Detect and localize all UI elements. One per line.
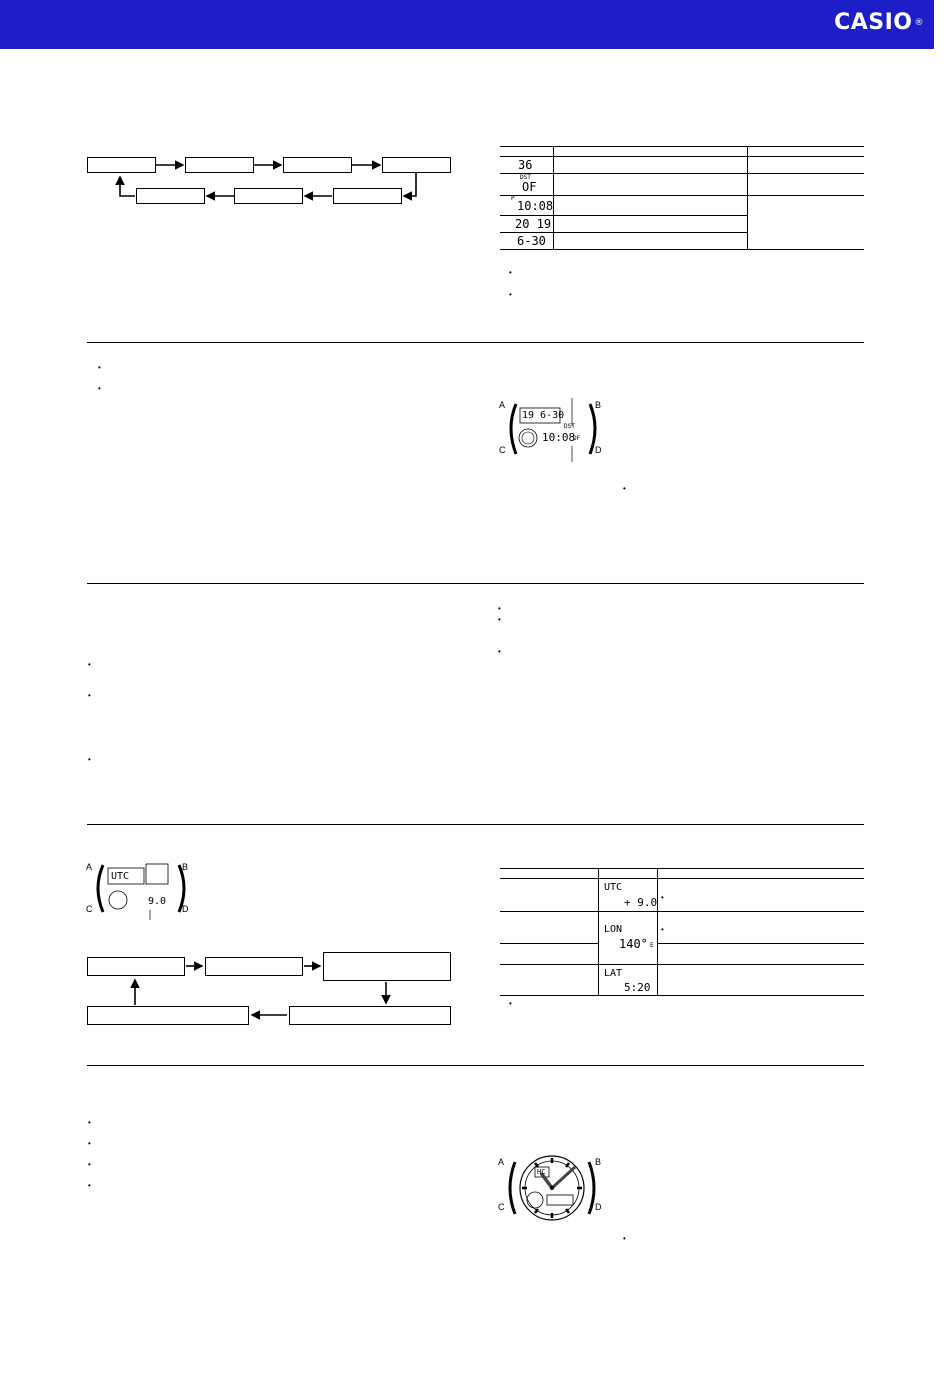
bullet: • [98, 384, 101, 393]
button-d-label: D [595, 1202, 602, 1212]
bullet: • [88, 660, 91, 669]
button-c-label: C [86, 904, 93, 914]
bullet: • [509, 268, 512, 277]
brand-registered-mark: ® [914, 18, 924, 28]
lcd-code-lat: LAT [604, 968, 623, 979]
lcd-value-time: 10:08 [517, 199, 554, 213]
button-b-label: B [595, 1157, 602, 1167]
watch-dst-illustration [498, 398, 608, 462]
bullet: • [661, 925, 664, 934]
lcd-value-lat: 5:20 [624, 981, 651, 994]
section-divider [87, 342, 864, 343]
button-a-label: A [86, 862, 93, 872]
watch-display-dst: DST [564, 423, 575, 430]
lcd-suffix-lon: E [650, 942, 654, 949]
lcd-value-36: 36 [518, 158, 533, 172]
lcd-label-dst: DST [520, 174, 531, 181]
bullet: • [661, 893, 664, 902]
bullet: • [88, 1118, 91, 1127]
flow-arrows [80, 950, 460, 1030]
watch-display-time: 10:08 [542, 431, 576, 444]
watch-display-of: OF [573, 435, 581, 442]
watch-display-date: 19 6-30 [522, 410, 565, 421]
button-d-label: D [182, 904, 189, 914]
watch-display-offset: 9.0 [148, 896, 167, 907]
section-divider [87, 1065, 864, 1066]
bullet: • [509, 999, 512, 1008]
bullet: • [98, 363, 101, 372]
casio-logo [834, 10, 924, 35]
watch-analog-illustration [497, 1155, 607, 1221]
flow-arrows [80, 150, 460, 214]
bullet: • [88, 1160, 91, 1169]
button-c-label: C [499, 445, 506, 455]
section-divider [87, 824, 864, 825]
header-bar [0, 0, 934, 49]
lcd-value-lon: 140° [619, 937, 648, 951]
bullet: • [498, 604, 501, 613]
button-c-label: C [498, 1202, 505, 1212]
brand-name: CASIO [834, 10, 913, 35]
bullet: • [623, 1234, 626, 1243]
watch-utc-illustration [86, 860, 196, 920]
lcd-value-date: 6-30 [517, 234, 546, 248]
bullet: • [498, 615, 501, 624]
button-a-label: A [498, 1157, 505, 1167]
bullet: • [509, 290, 512, 299]
lcd-value-utc: + 9.0 [624, 896, 658, 909]
lcd-value-year: 20 19 [515, 217, 552, 231]
lcd-label-p: P [511, 195, 515, 202]
section-divider [87, 583, 864, 584]
bullet: • [88, 691, 91, 700]
watch-display-hc: HC [537, 1168, 546, 1176]
button-b-label: B [595, 400, 602, 410]
bullet: • [88, 755, 91, 764]
bullet: • [88, 1181, 91, 1190]
bullet: • [623, 484, 626, 493]
bullet: • [88, 1139, 91, 1148]
button-b-label: B [182, 862, 189, 872]
button-d-label: D [595, 445, 602, 455]
watch-display-utc: UTC [111, 871, 130, 882]
lcd-code-lon: LON [604, 924, 623, 935]
button-a-label: A [499, 400, 506, 410]
lcd-value-of: OF [522, 180, 537, 194]
bullet: • [498, 647, 501, 656]
lcd-code-utc: UTC [604, 882, 623, 893]
